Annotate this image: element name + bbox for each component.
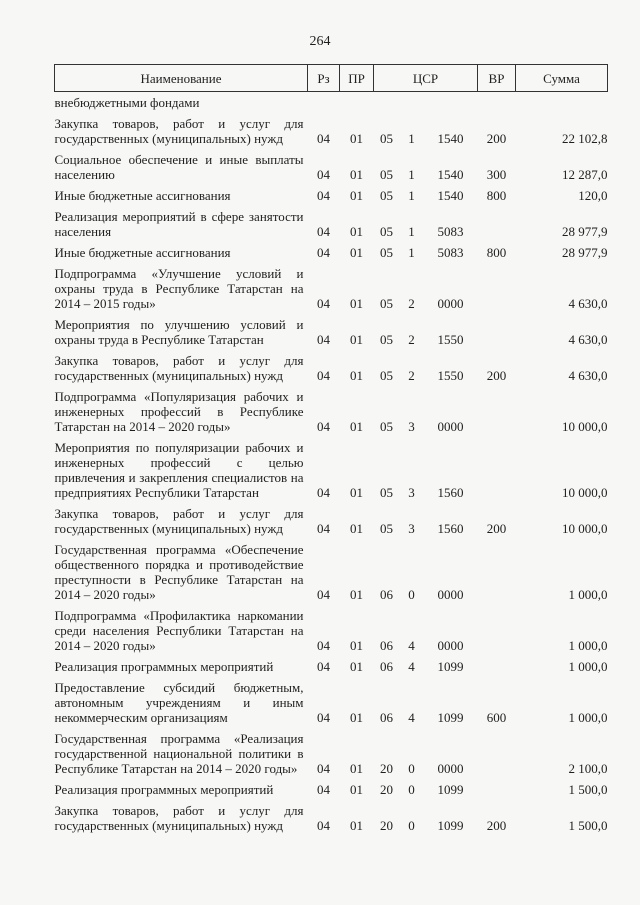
row-csr-program: 06 xyxy=(380,659,393,674)
row-rz: 04 xyxy=(317,818,330,833)
table-row xyxy=(55,674,608,725)
row-csr-subprogram: 3 xyxy=(408,521,415,536)
row-csr-program: 05 xyxy=(380,485,393,500)
row-name: Подпрограмма «Популяризация рабочих и инженерных профессий в Республике Татарстан на 2014 – 2020 годы» xyxy=(54,389,304,434)
header-name: Наименование xyxy=(55,65,308,92)
table-row xyxy=(55,239,608,260)
header-pr: ПР xyxy=(340,65,374,92)
row-csr-subprogram: 1 xyxy=(408,131,415,146)
row-csr-subprogram: 4 xyxy=(408,659,415,674)
row-sum: 22 102,8 xyxy=(562,131,608,146)
row-csr-subprogram: 2 xyxy=(408,296,415,311)
row-rz: 04 xyxy=(317,710,330,725)
row-csr-program: 05 xyxy=(380,245,393,260)
row-name: Реализация мероприятий в сфере занятости населения xyxy=(54,209,304,239)
row-csr-program: 20 xyxy=(380,818,393,833)
row-sum: 4 630,0 xyxy=(568,368,608,383)
row-csr-code: 1550 xyxy=(437,332,464,347)
row-vr: 200 xyxy=(486,368,507,383)
row-csr-program: 05 xyxy=(380,521,393,536)
row-vr: 800 xyxy=(486,188,507,203)
row-vr: 200 xyxy=(486,131,507,146)
row-sum: 28 977,9 xyxy=(562,245,608,260)
row-rz: 04 xyxy=(317,638,330,653)
row-pr: 01 xyxy=(350,782,363,797)
row-pr: 01 xyxy=(350,521,363,536)
header-sum: Сумма xyxy=(516,65,608,92)
row-rz: 04 xyxy=(317,782,330,797)
row-pr: 01 xyxy=(350,368,363,383)
row-name: внебюджетными фондами xyxy=(54,95,200,110)
page-number: 264 xyxy=(309,34,331,49)
row-csr-subprogram: 3 xyxy=(408,419,415,434)
row-csr-subprogram: 4 xyxy=(408,638,415,653)
row-rz: 04 xyxy=(317,224,330,239)
row-sum: 1 000,0 xyxy=(568,659,608,674)
row-name: Реализация программных мероприятий xyxy=(54,782,274,797)
row-vr: 800 xyxy=(486,245,507,260)
table-row xyxy=(55,383,608,434)
row-csr-code: 0000 xyxy=(437,587,464,602)
budget-table-container xyxy=(54,64,607,833)
row-csr-program: 05 xyxy=(380,368,393,383)
table-row xyxy=(55,776,608,797)
table-row xyxy=(55,311,608,347)
row-csr-code: 5083 xyxy=(437,245,464,260)
row-vr xyxy=(478,602,516,653)
row-vr xyxy=(478,776,516,797)
row-pr: 01 xyxy=(350,419,363,434)
row-csr-program: 20 xyxy=(380,782,393,797)
row-csr-code: 1099 xyxy=(437,818,464,833)
row-csr-code: 0000 xyxy=(437,761,464,776)
row-name: Государственная программа «Обеспечение общественного порядка и противодействие преступности в Республике Татарстан на 2014 – 2020 годы» xyxy=(54,542,304,602)
row-sum: 1 500,0 xyxy=(568,818,608,833)
row-csr-subprogram: 1 xyxy=(408,188,415,203)
row-sum: 10 000,0 xyxy=(562,419,608,434)
row-pr: 01 xyxy=(350,638,363,653)
row-pr: 01 xyxy=(350,761,363,776)
row-rz: 04 xyxy=(317,419,330,434)
row-vr xyxy=(478,203,516,239)
row-csr-subprogram: 1 xyxy=(408,245,415,260)
row-sum: 12 287,0 xyxy=(562,167,608,182)
row-rz: 04 xyxy=(317,188,330,203)
table-row xyxy=(55,725,608,776)
row-rz: 04 xyxy=(317,167,330,182)
row-sum: 4 630,0 xyxy=(568,296,608,311)
row-name: Иные бюджетные ассигнования xyxy=(54,245,231,260)
row-sum: 120,0 xyxy=(578,188,608,203)
row-rz: 04 xyxy=(317,521,330,536)
row-csr-program: 05 xyxy=(380,167,393,182)
row-csr-code: 5083 xyxy=(437,224,464,239)
row-vr xyxy=(478,536,516,602)
row-csr-subprogram xyxy=(400,92,424,111)
row-csr-code: 0000 xyxy=(437,638,464,653)
row-csr-program: 05 xyxy=(380,131,393,146)
row-vr: 200 xyxy=(486,818,507,833)
row-csr-subprogram: 2 xyxy=(408,368,415,383)
row-pr: 01 xyxy=(350,659,363,674)
row-csr-code: 0000 xyxy=(437,296,464,311)
row-pr: 01 xyxy=(350,332,363,347)
row-csr-subprogram: 2 xyxy=(408,332,415,347)
row-csr-program: 06 xyxy=(380,710,393,725)
row-vr xyxy=(478,725,516,776)
table-row xyxy=(55,182,608,203)
row-csr-code: 0000 xyxy=(437,419,464,434)
row-csr-program: 05 xyxy=(380,188,393,203)
row-name: Подпрограмма «Профилактика наркомании среди населения Республики Татарстан на 2014 – 2020 годы» xyxy=(54,608,304,653)
row-vr: 200 xyxy=(486,521,507,536)
row-rz: 04 xyxy=(317,587,330,602)
row-csr-code: 1560 xyxy=(437,485,464,500)
row-csr-subprogram: 0 xyxy=(408,818,415,833)
row-sum: 1 000,0 xyxy=(568,638,608,653)
row-name: Иные бюджетные ассигнования xyxy=(54,188,231,203)
row-csr-code: 1540 xyxy=(437,188,464,203)
row-csr-subprogram: 1 xyxy=(408,224,415,239)
row-csr-code: 1540 xyxy=(437,131,464,146)
row-rz: 04 xyxy=(317,659,330,674)
row-csr-program: 05 xyxy=(380,332,393,347)
table-row xyxy=(55,260,608,311)
row-csr-code: 1560 xyxy=(437,521,464,536)
row-pr: 01 xyxy=(350,167,363,182)
row-sum: 10 000,0 xyxy=(562,485,608,500)
row-rz: 04 xyxy=(317,485,330,500)
table-row xyxy=(55,653,608,674)
table-row xyxy=(55,797,608,833)
table-row xyxy=(55,536,608,602)
row-rz: 04 xyxy=(317,761,330,776)
row-name: Реализация программных мероприятий xyxy=(54,659,274,674)
row-sum xyxy=(516,92,608,111)
header-rz: Рз xyxy=(308,65,340,92)
row-vr: 300 xyxy=(486,167,507,182)
row-vr xyxy=(478,260,516,311)
row-vr xyxy=(478,311,516,347)
row-csr-program: 06 xyxy=(380,638,393,653)
row-csr-code xyxy=(424,92,478,111)
row-vr xyxy=(478,92,516,111)
row-name: Мероприятия по улучшению условий и охраны труда в Республике Татарстан xyxy=(54,317,304,347)
row-pr xyxy=(340,92,374,111)
row-sum: 28 977,9 xyxy=(562,224,608,239)
row-csr-subprogram: 3 xyxy=(408,485,415,500)
row-csr-subprogram: 1 xyxy=(408,167,415,182)
row-name: Государственная программа «Реализация государственной национальной политики в Республике Татарстан на 2014 – 2020 годы» xyxy=(54,731,304,776)
row-sum: 4 630,0 xyxy=(568,332,608,347)
row-pr: 01 xyxy=(350,131,363,146)
row-csr-code: 1099 xyxy=(437,659,464,674)
row-csr-code: 1550 xyxy=(437,368,464,383)
row-pr: 01 xyxy=(350,245,363,260)
row-vr xyxy=(478,383,516,434)
table-row xyxy=(55,92,608,111)
row-name: Подпрограмма «Улучшение условий и охраны труда в Республике Татарстан на 2014 – 2015 годы» xyxy=(54,266,304,311)
row-name: Предоставление субсидий бюджетным, автономным учреждениям и иным некоммерческим организациям xyxy=(54,680,304,725)
row-vr xyxy=(478,434,516,500)
table-body xyxy=(55,92,608,834)
row-sum: 10 000,0 xyxy=(562,521,608,536)
row-name: Социальное обеспечение и иные выплаты населению xyxy=(54,152,304,182)
row-vr xyxy=(478,653,516,674)
row-csr-program: 05 xyxy=(380,419,393,434)
row-rz: 04 xyxy=(317,368,330,383)
row-sum: 1 000,0 xyxy=(568,710,608,725)
row-csr-program: 05 xyxy=(380,224,393,239)
row-vr: 600 xyxy=(486,710,507,725)
table-row xyxy=(55,203,608,239)
table-row xyxy=(55,500,608,536)
table-row xyxy=(55,434,608,500)
row-csr-program xyxy=(374,92,400,111)
row-pr: 01 xyxy=(350,818,363,833)
row-name: Закупка товаров, работ и услуг для государственных (муниципальных) нужд xyxy=(54,116,304,146)
row-csr-program: 06 xyxy=(380,587,393,602)
header-vr: ВР xyxy=(478,65,516,92)
table-row xyxy=(55,602,608,653)
row-pr: 01 xyxy=(350,587,363,602)
budget-table xyxy=(54,64,608,833)
row-name: Закупка товаров, работ и услуг для государственных (муниципальных) нужд xyxy=(54,353,304,383)
row-rz: 04 xyxy=(317,131,330,146)
row-csr-program: 20 xyxy=(380,761,393,776)
row-csr-code: 1099 xyxy=(437,782,464,797)
row-name: Закупка товаров, работ и услуг для государственных (муниципальных) нужд xyxy=(54,803,304,833)
row-csr-program: 05 xyxy=(380,296,393,311)
row-sum: 1 000,0 xyxy=(568,587,608,602)
row-name: Мероприятия по популяризации рабочих и инженерных профессий с целью привлечения и закрепления специалистов на предприятиях Республики Татарстан xyxy=(54,440,304,500)
row-pr: 01 xyxy=(350,296,363,311)
row-pr: 01 xyxy=(350,485,363,500)
header-csr: ЦСР xyxy=(374,65,478,92)
row-csr-subprogram: 0 xyxy=(408,782,415,797)
row-csr-subprogram: 0 xyxy=(408,761,415,776)
table-row xyxy=(55,110,608,146)
row-pr: 01 xyxy=(350,710,363,725)
row-csr-code: 1540 xyxy=(437,167,464,182)
row-rz xyxy=(308,92,340,111)
table-row xyxy=(55,146,608,182)
row-csr-subprogram: 4 xyxy=(408,710,415,725)
row-rz: 04 xyxy=(317,245,330,260)
row-csr-subprogram: 0 xyxy=(408,587,415,602)
row-sum: 1 500,0 xyxy=(568,782,608,797)
row-sum: 2 100,0 xyxy=(568,761,608,776)
row-name: Закупка товаров, работ и услуг для государственных (муниципальных) нужд xyxy=(54,506,304,536)
row-pr: 01 xyxy=(350,224,363,239)
row-csr-code: 1099 xyxy=(437,710,464,725)
row-pr: 01 xyxy=(350,188,363,203)
row-rz: 04 xyxy=(317,332,330,347)
table-header xyxy=(55,65,608,92)
row-rz: 04 xyxy=(317,296,330,311)
table-row xyxy=(55,347,608,383)
